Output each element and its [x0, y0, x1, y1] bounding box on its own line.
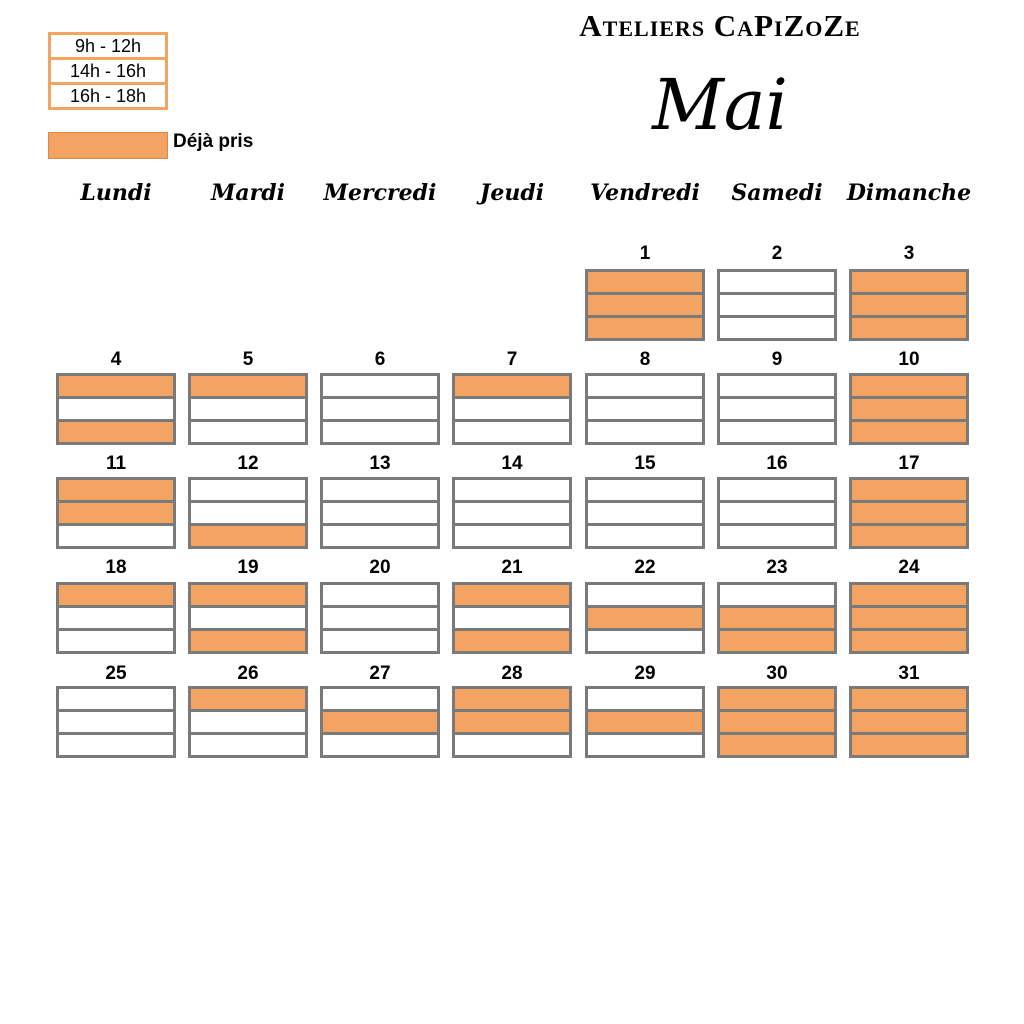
day-number: 31: [898, 663, 920, 684]
legend-slot-late-afternoon: 16h - 18h: [48, 82, 168, 110]
slot-taken-1: [720, 689, 834, 709]
day-cell-7: [452, 373, 572, 445]
day-number: 12: [237, 453, 259, 474]
slot-free-3[interactable]: [323, 735, 437, 755]
page-title: Ateliers CaPiZoZe: [579, 8, 861, 43]
day-cell-30: [717, 686, 837, 758]
day-number: 6: [374, 349, 386, 370]
slot-taken-3: [852, 735, 966, 755]
day-number: 5: [242, 349, 254, 370]
day-number: 18: [105, 557, 127, 578]
weekday-jeudi: Jeudi: [479, 180, 545, 206]
day-cell-17: [849, 477, 969, 549]
day-number: 3: [903, 243, 915, 264]
legend-slot-early-afternoon: 14h - 16h: [48, 57, 168, 85]
slot-free-3[interactable]: [323, 422, 437, 442]
legend-taken-swatch: [48, 132, 168, 159]
day-number: 10: [898, 349, 920, 370]
day-cell-6: [320, 373, 440, 445]
legend-taken-label: Déjà pris: [173, 131, 254, 152]
slot-free-2[interactable]: [59, 712, 173, 732]
slot-taken-3: [191, 631, 305, 651]
slot-taken-2: [720, 608, 834, 628]
slot-free-2[interactable]: [191, 608, 305, 628]
day-number: 14: [501, 453, 523, 474]
day-cell-22: [585, 582, 705, 654]
day-number: 28: [501, 663, 523, 684]
day-number: 15: [634, 453, 656, 474]
day-cell-26: [188, 686, 308, 758]
slot-taken-1: [852, 585, 966, 605]
slot-taken-2: [588, 712, 702, 732]
slot-free-1[interactable]: [588, 585, 702, 605]
day-cell-9: [717, 373, 837, 445]
day-number: 17: [898, 453, 920, 474]
day-cell-14: [452, 477, 572, 549]
day-cell-13: [320, 477, 440, 549]
slot-free-1[interactable]: [720, 480, 834, 500]
slot-taken-3: [588, 318, 702, 338]
slot-taken-2: [852, 608, 966, 628]
day-cell-11: [56, 477, 176, 549]
slot-free-2[interactable]: [59, 608, 173, 628]
slot-taken-1: [191, 376, 305, 396]
slot-free-3[interactable]: [191, 422, 305, 442]
slot-taken-3: [852, 631, 966, 651]
slot-free-2[interactable]: [191, 503, 305, 523]
day-cell-28: [452, 686, 572, 758]
day-number: 2: [771, 243, 783, 264]
slot-free-2[interactable]: [455, 399, 569, 419]
weekday-dimanche: Dimanche: [846, 180, 972, 206]
slot-taken-1: [455, 689, 569, 709]
slot-free-3[interactable]: [323, 631, 437, 651]
slot-taken-2: [588, 608, 702, 628]
slot-taken-1: [852, 272, 966, 292]
time-slot-legend: [48, 32, 168, 110]
slot-taken-1: [59, 585, 173, 605]
weekday-samedi: Samedi: [731, 180, 823, 206]
slot-taken-2: [852, 712, 966, 732]
month-title: Mai: [652, 64, 788, 146]
day-number: 1: [639, 243, 651, 264]
day-number: 21: [501, 557, 523, 578]
slot-taken-3: [852, 422, 966, 442]
day-number: 11: [105, 453, 127, 474]
slot-free-3[interactable]: [720, 526, 834, 546]
day-number: 27: [369, 663, 391, 684]
day-number: 16: [766, 453, 788, 474]
slot-taken-1: [191, 585, 305, 605]
legend-slot-morning: 9h - 12h: [48, 32, 168, 60]
slot-taken-2: [720, 712, 834, 732]
slot-free-1[interactable]: [455, 480, 569, 500]
slot-free-3[interactable]: [455, 735, 569, 755]
day-cell-2: [717, 269, 837, 341]
day-cell-19: [188, 582, 308, 654]
slot-taken-2: [852, 503, 966, 523]
slot-taken-2: [852, 295, 966, 315]
slot-taken-1: [455, 585, 569, 605]
slot-taken-3: [455, 631, 569, 651]
day-cell-24: [849, 582, 969, 654]
slot-free-1[interactable]: [191, 480, 305, 500]
day-cell-20: [320, 582, 440, 654]
slot-free-3[interactable]: [59, 526, 173, 546]
day-cell-16: [717, 477, 837, 549]
day-number: 8: [639, 349, 651, 370]
day-cell-31: [849, 686, 969, 758]
slot-free-3[interactable]: [588, 631, 702, 651]
slot-taken-3: [59, 422, 173, 442]
slot-free-1[interactable]: [323, 480, 437, 500]
day-cell-4: [56, 373, 176, 445]
day-cell-3: [849, 269, 969, 341]
day-cell-23: [717, 582, 837, 654]
day-cell-25: [56, 686, 176, 758]
day-cell-10: [849, 373, 969, 445]
slot-taken-1: [455, 376, 569, 396]
slot-free-3[interactable]: [720, 422, 834, 442]
slot-taken-1: [588, 272, 702, 292]
slot-taken-1: [191, 689, 305, 709]
slot-free-2[interactable]: [720, 295, 834, 315]
slot-taken-3: [720, 631, 834, 651]
weekday-mercredi: Mercredi: [323, 180, 437, 206]
slot-free-2[interactable]: [720, 503, 834, 523]
slot-free-2[interactable]: [323, 503, 437, 523]
slot-free-2[interactable]: [59, 399, 173, 419]
slot-free-3[interactable]: [588, 422, 702, 442]
weekday-vendredi: Vendredi: [590, 180, 700, 206]
weekday-mardi: Mardi: [211, 180, 285, 206]
day-number: 26: [237, 663, 259, 684]
slot-free-2[interactable]: [588, 503, 702, 523]
slot-free-1[interactable]: [588, 689, 702, 709]
day-cell-18: [56, 582, 176, 654]
day-number: 13: [369, 453, 391, 474]
slot-taken-2: [59, 503, 173, 523]
slot-free-1[interactable]: [720, 376, 834, 396]
slot-taken-1: [852, 376, 966, 396]
slot-taken-2: [323, 712, 437, 732]
slot-free-1[interactable]: [588, 376, 702, 396]
day-number: 23: [766, 557, 788, 578]
slot-taken-3: [720, 735, 834, 755]
slot-free-3[interactable]: [720, 318, 834, 338]
day-cell-21: [452, 582, 572, 654]
slot-free-2[interactable]: [191, 712, 305, 732]
day-number: 29: [634, 663, 656, 684]
slot-free-3[interactable]: [455, 422, 569, 442]
slot-taken-3: [852, 526, 966, 546]
weekday-lundi: Lundi: [80, 180, 152, 206]
slot-free-1[interactable]: [323, 376, 437, 396]
slot-free-1[interactable]: [59, 689, 173, 709]
day-cell-8: [585, 373, 705, 445]
day-number: 30: [766, 663, 788, 684]
day-number: 24: [898, 557, 920, 578]
day-number: 20: [369, 557, 391, 578]
day-cell-29: [585, 686, 705, 758]
day-number: 25: [105, 663, 127, 684]
slot-free-3[interactable]: [588, 735, 702, 755]
slot-taken-1: [59, 480, 173, 500]
day-number: 7: [506, 349, 518, 370]
slot-taken-1: [59, 376, 173, 396]
slot-free-1[interactable]: [720, 585, 834, 605]
slot-free-2[interactable]: [323, 608, 437, 628]
slot-taken-3: [852, 318, 966, 338]
slot-free-2[interactable]: [720, 399, 834, 419]
day-number: 9: [771, 349, 783, 370]
slot-free-3[interactable]: [323, 526, 437, 546]
day-number: 19: [237, 557, 259, 578]
slot-free-2[interactable]: [588, 399, 702, 419]
slot-taken-2: [588, 295, 702, 315]
day-number: 22: [634, 557, 656, 578]
slot-taken-1: [852, 480, 966, 500]
day-cell-5: [188, 373, 308, 445]
slot-taken-1: [852, 689, 966, 709]
slot-taken-2: [852, 399, 966, 419]
slot-taken-2: [455, 712, 569, 732]
slot-free-2[interactable]: [455, 503, 569, 523]
day-cell-15: [585, 477, 705, 549]
slot-free-2[interactable]: [191, 399, 305, 419]
slot-free-2[interactable]: [455, 608, 569, 628]
slot-free-3[interactable]: [455, 526, 569, 546]
slot-free-1[interactable]: [323, 585, 437, 605]
slot-free-3[interactable]: [59, 631, 173, 651]
day-cell-12: [188, 477, 308, 549]
day-cell-27: [320, 686, 440, 758]
slot-free-3[interactable]: [191, 735, 305, 755]
slot-free-2[interactable]: [323, 399, 437, 419]
slot-free-1[interactable]: [323, 689, 437, 709]
day-number: 4: [110, 349, 122, 370]
slot-free-3[interactable]: [59, 735, 173, 755]
slot-free-1[interactable]: [720, 272, 834, 292]
slot-free-3[interactable]: [588, 526, 702, 546]
slot-taken-3: [191, 526, 305, 546]
day-cell-1: [585, 269, 705, 341]
slot-free-1[interactable]: [588, 480, 702, 500]
